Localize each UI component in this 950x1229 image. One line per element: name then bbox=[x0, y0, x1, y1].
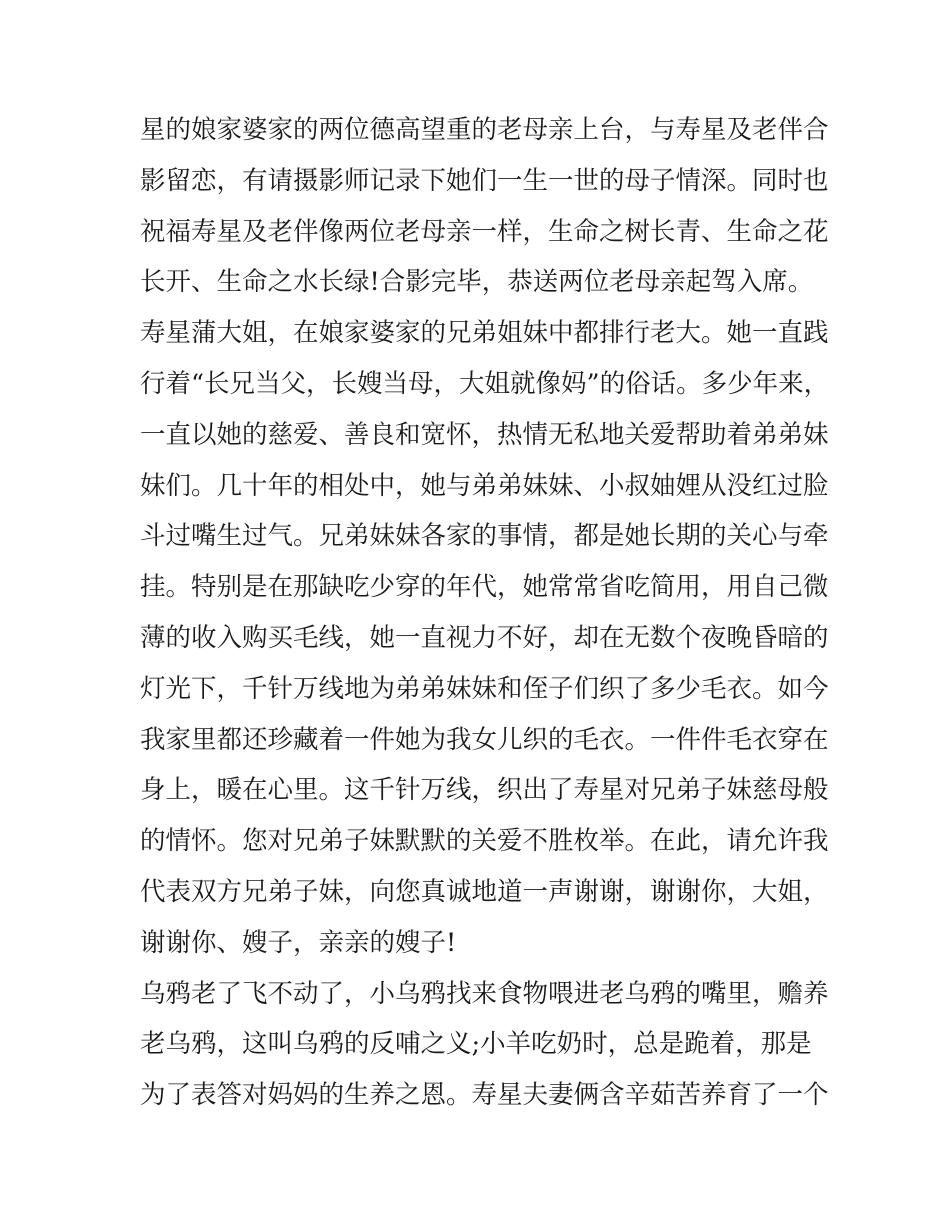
text-line: 乌鸦老了飞不动了，小乌鸦找来食物喂进老乌鸦的嘴里，赡养 bbox=[140, 978, 829, 1009]
text-line: 的情怀。您对兄弟子妹默默的关爱不胜枚举。在此，请允许我 bbox=[140, 826, 829, 857]
text-line: 寿星蒲大姐，在娘家婆家的兄弟姐妹中都排行老大。她一直践 bbox=[140, 318, 829, 349]
text-line: 行着“长兄当父，长嫂当母，大姐就像妈”的俗话。多少年来， bbox=[140, 368, 830, 399]
text-line: 灯光下，千针万线地为弟弟妹妹和侄子们织了多少毛衣。如今 bbox=[140, 673, 829, 704]
text-line: 薄的收入购买毛线，她一直视力不好，却在无数个夜晚昏暗的 bbox=[140, 622, 829, 653]
text-line: 谢谢你、嫂子，亲亲的嫂子! bbox=[140, 927, 457, 958]
text-line: 长开、生命之水长绿!合影完毕，恭送两位老母亲起驾入席。 bbox=[140, 267, 814, 298]
text-line: 妹们。几十年的相处中，她与弟弟妹妹、小叔妯娌从没红过脸 bbox=[140, 470, 829, 501]
document-body bbox=[140, 105, 830, 1121]
text-line: 星的娘家婆家的两位德高望重的老母亲上台，与寿星及老伴合 bbox=[140, 115, 829, 145]
text-line: 一直以她的慈爱、善良和宽怀，热情无私地关爱帮助着弟弟妹 bbox=[140, 419, 829, 450]
text-line: 斗过嘴生过气。兄弟妹妹各家的事情，都是她长期的关心与牵 bbox=[140, 521, 829, 552]
text-line: 影留恋，有请摄影师记录下她们一生一世的母子情深。同时也 bbox=[140, 165, 829, 196]
text-line: 我家里都还珍藏着一件她为我女儿织的毛衣。一件件毛衣穿在 bbox=[140, 724, 829, 755]
text-line: 代表双方兄弟子妹，向您真诚地道一声谢谢，谢谢你，大姐， bbox=[140, 876, 829, 907]
text-line: 为了表答对妈妈的生养之恩。寿星夫妻俩含辛茹苦养育了一个 bbox=[140, 1080, 829, 1111]
text-line: 老乌鸦，这叫乌鸦的反哺之义;小羊吃奶时，总是跪着，那是 bbox=[140, 1029, 812, 1060]
text-line: 身上，暖在心里。这千针万线，织出了寿星对兄弟子妹慈母般 bbox=[140, 775, 829, 806]
text-line: 祝福寿星及老伴像两位老母亲一样，生命之树长青、生命之花 bbox=[140, 216, 829, 247]
text-line: 挂。特别是在那缺吃少穿的年代，她常常省吃简用，用自己微 bbox=[140, 572, 829, 603]
